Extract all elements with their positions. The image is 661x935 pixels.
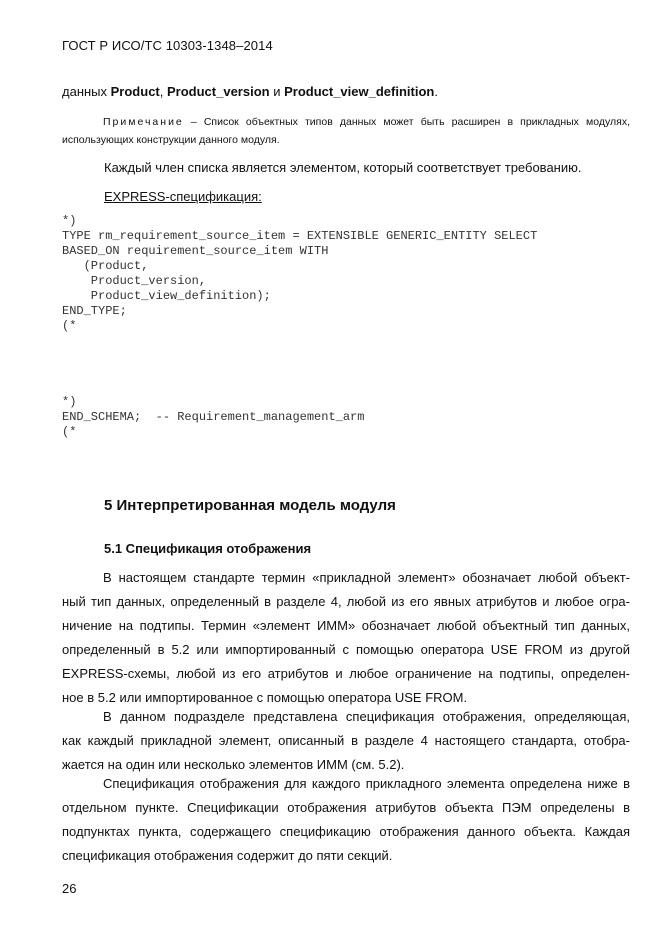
paragraph-1-line: ничение на подтипы. Термин «элемент ИММ» обозначает любой объектный тип данных, <box>62 618 630 633</box>
paragraph-3-line: подпунктах пункта, содержащего спецификацию отображения данного объекта. Каждая <box>62 824 630 839</box>
term-product-view-definition: Product_view_definition <box>284 84 435 99</box>
note-label: Примечание <box>103 116 184 128</box>
paragraph-2-line: как каждый прикладной элемент, описанный в разделе 4 настоящего стандарта, отобра- <box>62 733 630 748</box>
note-text-1: – Список объектных типов данных может быть расширен в прикладных модулях, <box>183 116 630 128</box>
intro-line <box>62 84 438 99</box>
term-product-version: Product_version <box>167 84 270 99</box>
paragraph-2-line: жается на один или несколько элементов ИММ (см. 5.2). <box>62 757 405 772</box>
paragraph-1 <box>62 566 630 710</box>
paragraph-1-line: В настоящем стандарте термин «прикладной элемент» обозначает любой объект- <box>103 570 630 585</box>
paragraph-3 <box>62 772 630 868</box>
member-sentence: Каждый член списка является элементом, который соответствует требованию. <box>104 160 582 175</box>
express-spec-label: EXPRESS-спецификация: <box>104 189 262 204</box>
paragraph-3-line: спецификация отображения содержит до пяти секций. <box>62 848 393 863</box>
term-product: Product <box>110 84 160 99</box>
paragraph-3-line: Спецификация отображения для каждого прикладного элемента определена ниже в <box>103 776 630 791</box>
section-5-title: 5 Интерпретированная модель модуля <box>104 497 396 514</box>
paragraph-1-line: определенный в 5.2 или импортированный с помощью оператора USE FROM из другой <box>62 642 630 657</box>
note-block <box>62 113 630 149</box>
page-number: 26 <box>62 881 77 896</box>
paragraph-3-line: отдельном пункте. Спецификации отображения атрибутов объекта ПЭМ определены в <box>62 800 630 815</box>
intro-sep2: и <box>269 84 285 99</box>
paragraph-1-line: ный тип данных, определенный в разделе 4, любой из его явных атрибутов и любое огра- <box>62 594 630 609</box>
note-line-1 <box>62 113 630 131</box>
paragraph-1-line: EXPRESS-схемы, любой из его атрибутов и любое ограничение на подтипы, определен- <box>62 666 630 681</box>
paragraph-2 <box>62 705 630 777</box>
intro-prefix: данных <box>62 84 111 99</box>
document-header: ГОСТ Р ИСО/ТС 10303-1348–2014 <box>62 38 273 53</box>
paragraph-1-line: ное в 5.2 или импортированное с помощью оператора USE FROM. <box>62 690 468 705</box>
paragraph-2-line: В данном подразделе представлена спецификация отображения, определяющая, <box>103 709 630 724</box>
note-line-2: использующих конструкции данного модуля. <box>62 134 280 146</box>
code-block-end-schema: *) END_SCHEMA; -- Requirement_management_arm (* <box>62 395 365 439</box>
intro-suffix: . <box>434 84 438 99</box>
section-5-1-title: 5.1 Спецификация отображения <box>104 541 312 556</box>
code-block-type: *) TYPE rm_requirement_source_item = EXTENSIBLE GENERIC_ENTITY SELECT BASED_ON requirement_source_item WITH (Product, Product_version, Product_view_definition); END_TYPE; (* <box>62 214 538 333</box>
intro-sep1: , <box>159 84 167 99</box>
